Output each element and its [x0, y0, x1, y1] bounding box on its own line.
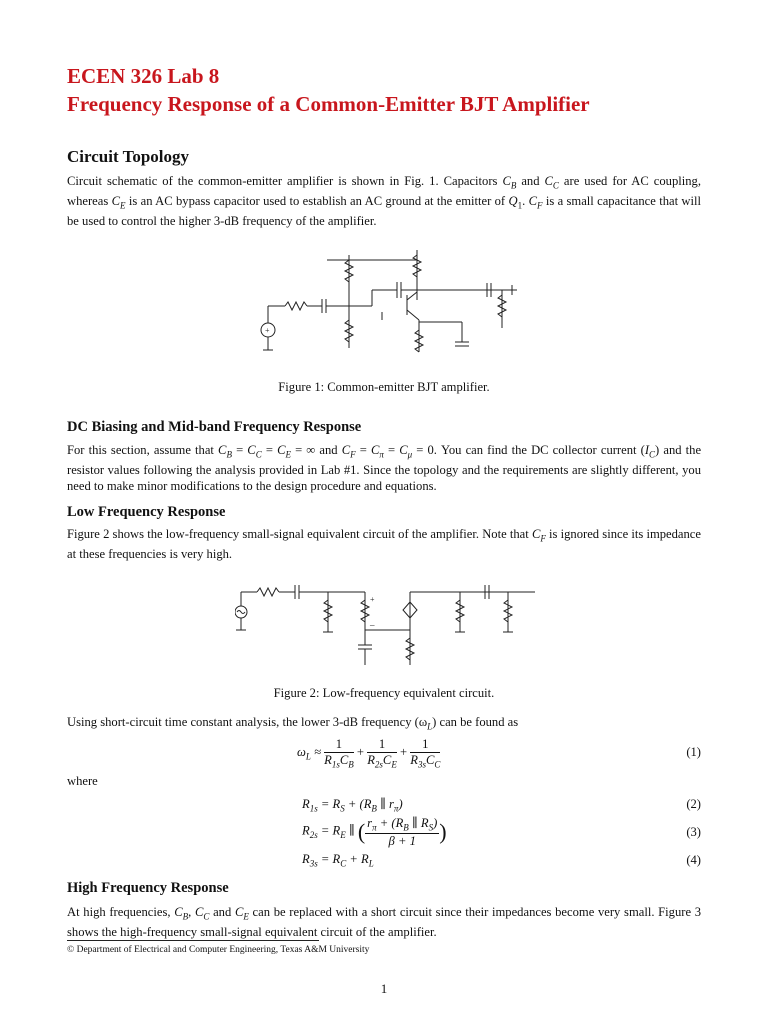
- lab-subtitle: Frequency Response of a Common-Emitter BJT Amplifier: [67, 92, 590, 116]
- heading-low-frequency: Low Frequency Response: [67, 504, 226, 520]
- paragraph-short-circuit: Using short-circuit time constant analysis, the lower 3-dB frequency $(\omega_L)$ can be found as: [67, 715, 519, 732]
- page-number: 1: [380, 981, 388, 996]
- lab-title: ECEN 326 Lab 8: [67, 64, 220, 88]
- footer-copyright: © Department of Electrical and Computer Engineering, Texas A&M University: [67, 945, 370, 955]
- svg-text:–: –: [370, 620, 375, 630]
- paragraph-high-frequency: At high frequencies, $C_B$, $C_C$ and $C_E$ can be replaced with a short circuit since their impedances become very small. Figure 3 shows the high-frequency small-signal equivalent circuit of the amplifier.: [67, 905, 702, 940]
- figure-1-schematic: [257, 240, 517, 360]
- resistor-rs2-icon: [257, 588, 279, 596]
- equation-number-2: (2): [686, 797, 701, 811]
- figure-2-schematic: [235, 580, 535, 670]
- equation-2: $R_{1s} = R_S + (R_B$ ∥ $r_\pi$): [302, 797, 403, 814]
- intro-text: Using short-circuit time constant analysis, the lower 3-dB frequency (ω: [67, 715, 428, 729]
- paragraph-dc-biasing: For this section, assume that $C_B = C_C = C_E$ = ∞ and $C_F = C_\pi = C_\mu = 0$. You can find the DC collector current $(I_C)$ and the resistor values following the analysis provided in Lab #1. Since the topology and the requirements are slightly different, you need to make minor modifications to the design procedure and equations.: [67, 443, 702, 493]
- figure-1-caption: Figure 1: Common-emitter BJT amplifier.: [278, 380, 490, 394]
- svg-text:+: +: [265, 326, 270, 335]
- svg-text:+: +: [370, 595, 375, 604]
- paragraph-low-frequency: Figure 2 shows the low-frequency small-signal equivalent circuit of the amplifier. Note that $C_F$ is ignored since its impedance at these frequencies is very high.: [67, 527, 701, 562]
- heading-high-frequency: High Frequency Response: [67, 880, 229, 896]
- equation-4: $R_{3s} = R_C + R_L$: [302, 852, 374, 869]
- equation-number-3: (3): [686, 825, 701, 839]
- equation-1: $\omega_L$ ≈ $\frac{1}{R_{1s}C_B}$ + $\frac{1}{R_{2s}C_E}$ + $\frac{1}{R_{3s}C_C}$: [297, 737, 441, 770]
- paragraph-topology: Circuit schematic of the common-emitter amplifier is shown in Fig. 1. Capacitors $C_B$ and $C_C$ are used for AC coupling, whereas $C_E$ is an AC bypass capacitor used to establish an AC ground at the emitter of $Q_1$. $C_F$ is a small capacitance that will be used to control the higher 3-dB frequency of the amplifier.: [67, 174, 702, 229]
- intro-text-end: ) can be found as: [432, 715, 519, 729]
- equation-3: $R_{2s} = R_E$ ∥ ( $\frac{r_\pi + (R_B \parallel R_S)}{\beta + 1}$ ): [302, 816, 447, 848]
- figure-2-caption: Figure 2: Low-frequency equivalent circuit.: [273, 686, 495, 700]
- resistor-rs-icon: [285, 302, 307, 310]
- equation-number-1: (1): [686, 745, 701, 759]
- where-label: where: [67, 774, 98, 788]
- heading-dc-biasing: DC Biasing and Mid-band Frequency Response: [67, 419, 362, 435]
- equation-number-4: (4): [686, 853, 701, 867]
- heading-circuit-topology: Circuit Topology: [67, 147, 190, 166]
- footnote-rule: [67, 940, 319, 941]
